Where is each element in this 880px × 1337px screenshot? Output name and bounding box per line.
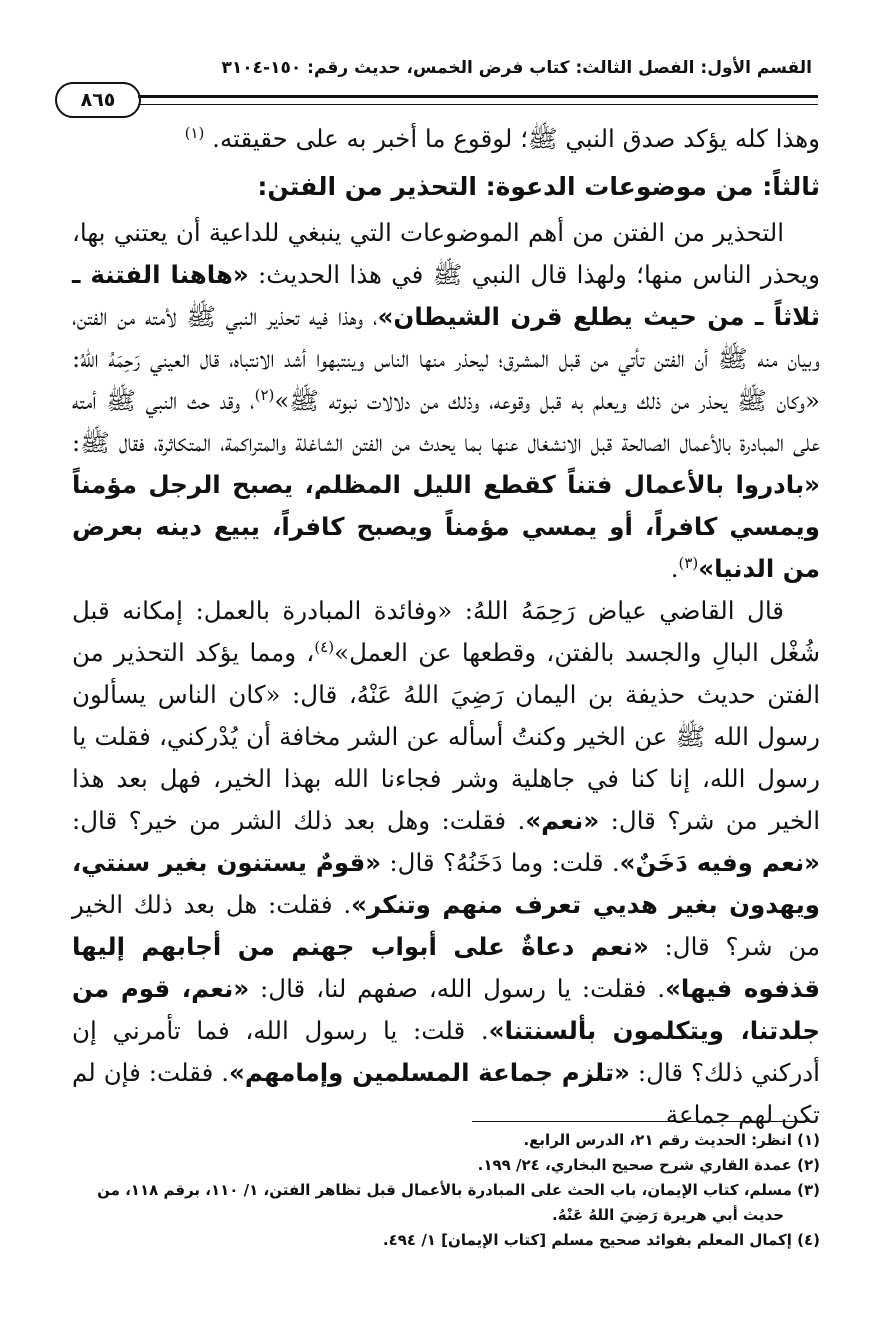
header-rule [138, 95, 818, 105]
running-header: القسم الأول: الفصل الثالث: كتاب فرض الخمس، حديث رقم: ١٥٠-٣١٠٤ [221, 58, 812, 78]
hadith-quote-talzam: «تلزم جماعة المسلمين وإمامهم» [229, 1058, 630, 1087]
p2-text-c: ، وقد حث النبي ﷺ أمته على المبادرة بالأعمال الصالحة قبل الانشغال عنها بما يحدث من الفتن الشاغلة والمتراكمة، المتكاثرة، فقال ﷺ: [72, 386, 820, 457]
footnote-ref-4: (٤) [314, 637, 335, 656]
body-text [72, 118, 820, 1136]
p3-text-e: . فقلت: هل بعد ذلك الخير من شر؟ قال: [72, 890, 820, 961]
footnote-ref-1: (١) [184, 123, 205, 142]
p3-text-g: . قلت: يا رسول الله، فما تأمرني إن أدركني ذلك؟ قال: [72, 1016, 820, 1087]
p2-text-end: . [670, 554, 679, 583]
footnote-4: (٤) إكمال المعلم بفوائد صحيح مسلم [كتاب الإيمان] ١/ ٤٩٤. [382, 1231, 820, 1249]
p3-text-b: ، ومما يؤكد التحذير من الفتن حديث حذيفة بن اليمان رَضِيَ اللهُ عَنْهُ، قال: «كان الناس يسألون رسول الله ﷺ عن الخير وكنتُ أسأله عن الشر مخافة أن يُدْركني، فقلت يا رسول الله، إنا كنا في جاهلية وشر فجاءنا الله بهذا الخير، فهل بعد هذا الخير من شر؟ قال: [72, 638, 820, 835]
footnotes [68, 1128, 820, 1253]
footnote-ref-3: (٣) [678, 553, 699, 572]
hadith-quote-duat: «نعم دعاةٌ على أبواب جهنم من أجابهم إليها قذفوه فيها» [72, 932, 820, 1003]
page-number: ٨٦٥ [55, 82, 141, 118]
paragraph-1 [72, 118, 820, 160]
footnote-1: (١) انظر: الحديث رقم ٢١، الدرس الرابع. [523, 1131, 820, 1149]
hadith-quote-2: «بادروا بالأعمال فتناً كقطع الليل المظلم، يصبح الرجل مؤمناً ويمسي كافراً، أو يمسي مؤمناً ويصبح كافراً، يبيع دينه بعرض من الدنيا» [72, 470, 820, 583]
footnote-3-continued: حديث أبي هريرة رَضِيَ اللهُ عَنْهُ. [551, 1206, 784, 1224]
paragraph-1-text: وهذا كله يؤكد صدق النبي ﷺ؛ لوقوع ما أخبر به على حقيقته. [212, 124, 820, 153]
footnote-3: (٣) مسلم، كتاب الإيمان، باب الحث على المبادرة بالأعمال قبل تظاهر الفتن، ١/ ١١٠، برقم ١١٨، من [97, 1181, 820, 1199]
section-heading: ثالثاً: من موضوعات الدعوة: التحذير من الفتن: [257, 172, 820, 201]
hadith-quote-dakhan: «نعم وفيه دَخَنٌ» [619, 848, 820, 877]
footnote-ref-2: (٢) [254, 385, 275, 404]
p2-text-b: ، وهذا فيه تحذير النبي ﷺ لأمته من الفتن، وبيان منه ﷺ أن الفتن تأتي من قبل المشرق؛ ليحذر منها الناس وينتبهوا أشد الانتباه، قال العيني رَحِمَهُ اللهُ: «وكان ﷺ يحذر من ذلك ويعلم به قبل وقوعه، وذلك من دلالات نبوته ﷺ» [72, 302, 820, 415]
hadith-quote-1: «هاهنا الفتنة ـ ثلاثاً ـ من حيث يطلع قرن الشيطان» [72, 260, 820, 331]
hadith-quote-naam: «نعم» [525, 806, 600, 835]
footnote-2: (٢) عمدة القاري شرح صحيح البخاري، ٢٤/ ١٩٩. [477, 1156, 820, 1174]
paragraph-3 [72, 590, 820, 1136]
hadith-quote-qawm: «قومٌ يستنون بغير سنتي، ويهدون بغير هديي تعرف منهم وتنكر» [72, 848, 820, 919]
p3-text-c: . فقلت: وهل بعد ذلك الشر من خير؟ قال: [72, 806, 526, 835]
p3-text-a: قال القاضي عياض رَحِمَهُ اللهُ: «وفائدة المبادرة بالعمل: إمكانه قبل شُغْل البالِ والجسد بالفتن، وقطعها عن العمل» [72, 596, 820, 667]
paragraph-2 [72, 212, 820, 590]
p3-text-h: . فقلت: فإن لم تكن لهم جماعة [72, 1058, 820, 1129]
footnote-rule [472, 1121, 812, 1122]
hadith-quote-jildatina: «نعم، قوم من جلدتنا، ويتكلمون بألسنتنا» [72, 974, 820, 1045]
p3-text-d: . قلت: وما دَخَنُهُ؟ قال: [381, 848, 620, 877]
p3-text-f: . فقلت: يا رسول الله، صفهم لنا، قال: [249, 974, 666, 1003]
p2-text-a: التحذير من الفتن من أهم الموضوعات التي ينبغي للداعية أن يعتني بها، ويحذر الناس منها؛ ولهذا قال النبي ﷺ في هذا الحديث: [72, 218, 820, 289]
